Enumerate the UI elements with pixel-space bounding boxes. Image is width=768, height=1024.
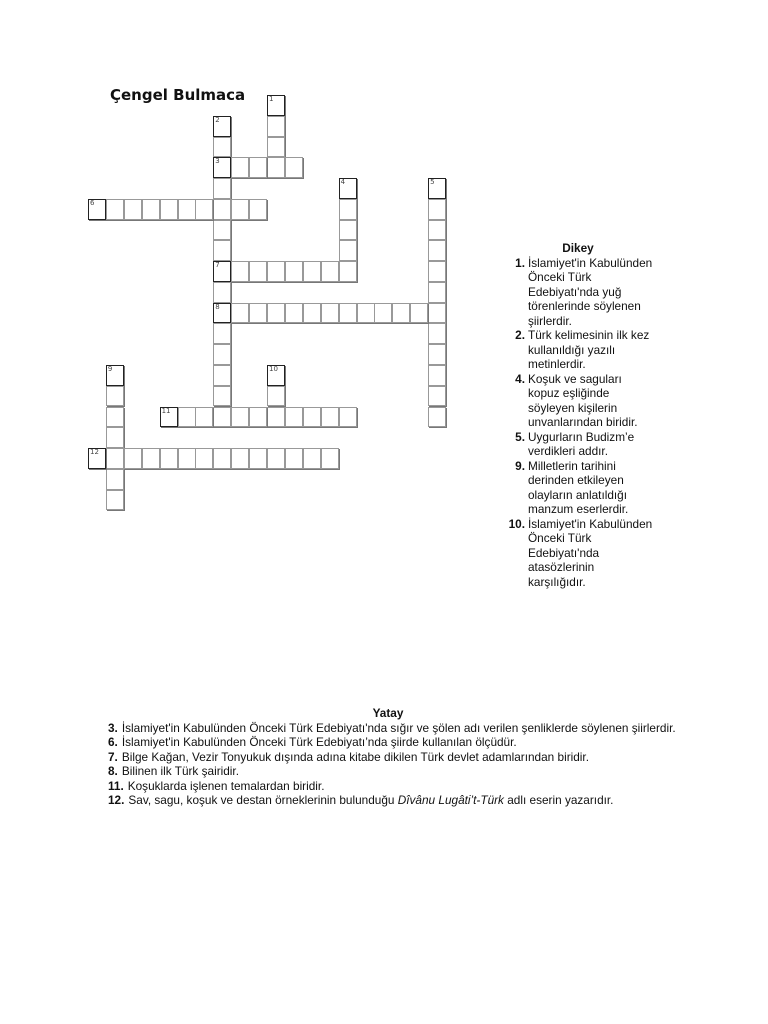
grid-cell[interactable] [213,365,231,386]
grid-cell[interactable] [195,407,213,428]
grid-cell[interactable] [231,407,249,428]
grid-cell[interactable] [213,344,231,365]
cell-number: 9 [107,364,113,373]
grid-cell[interactable] [231,448,249,469]
clue-number: 8. [108,764,118,778]
grid-cell[interactable] [249,448,267,469]
grid-cell[interactable] [339,220,357,241]
grid-cell[interactable] [249,261,267,282]
grid-cell[interactable] [124,199,142,220]
grid-cell[interactable] [285,303,303,324]
grid-cell[interactable] [106,469,124,490]
grid-cell-start[interactable] [213,157,231,178]
clue-text: İslamiyet'in Kabulünden Önceki Türk Edebiyatı'nda yuğ törenlerinde söylenen şiirlerdir. [528,255,653,328]
clue-number: 4. [515,371,525,386]
grid-cell[interactable] [303,261,321,282]
down-clue [503,256,653,329]
clue-number: 10. [508,516,525,531]
clue-text: İslamiyet'in Kabulünden Önceki Türk Edebiyatı'nda atasözlerinin karşılığıdır. [528,516,653,589]
grid-cell[interactable] [285,407,303,428]
grid-cell-start[interactable] [88,448,106,469]
grid-cell[interactable] [428,199,446,220]
clue-text: Koşuk ve saguları kopuz eşliğinde söyleyen kişilerin unvanlarından biridir. [528,371,638,429]
clue-text: Bilinen ilk Türk şairidir. [121,764,239,778]
grid-cell[interactable] [339,407,357,428]
grid-cell[interactable] [106,386,124,407]
grid-cell[interactable] [428,344,446,365]
grid-cell[interactable] [321,407,339,428]
grid-cell[interactable] [428,220,446,241]
down-clue-list [503,256,653,590]
cell-number: 2 [215,115,220,124]
grid-cell[interactable] [428,240,446,261]
grid-cell[interactable] [267,386,285,407]
grid-cell-start[interactable] [213,261,231,282]
grid-cell[interactable] [428,303,446,324]
grid-cell[interactable] [428,282,446,303]
grid-cell-start[interactable] [106,365,124,386]
clue-text: Uygurların Budizm’e verdikleri addır. [528,429,635,458]
cell-number: 3 [215,157,220,166]
grid-cell[interactable] [160,448,178,469]
grid-cell[interactable] [428,323,446,344]
grid-cell[interactable] [285,448,303,469]
grid-cell[interactable] [106,427,124,448]
grid-cell[interactable] [428,386,446,407]
cell-number: 8 [215,302,220,311]
grid-cell-start[interactable] [267,365,285,386]
grid-cell[interactable] [321,448,339,469]
clue-text [128,793,688,808]
grid-cell[interactable] [195,199,213,220]
grid-cell[interactable] [106,490,124,511]
clue-number: 12. [108,793,125,807]
across-heading: Yatay [372,706,404,720]
grid-cell[interactable] [213,178,231,199]
down-clues [503,241,653,589]
cell-number: 1 [269,95,274,103]
across-clue [108,721,688,736]
grid-cell[interactable] [339,199,357,220]
cell-number: 4 [340,178,346,187]
grid-cell[interactable] [357,303,375,324]
grid-cell[interactable] [213,448,231,469]
grid-cell[interactable] [267,261,285,282]
grid-cell[interactable] [249,157,267,178]
across-clue [108,735,688,750]
clue-text: Bilge Kağan, Vezir Tonyukuk dışında adına kitabe dikilen Türk devlet adamlarından biridir. [121,749,589,764]
grid-cell[interactable] [195,448,213,469]
grid-cell[interactable] [267,448,285,469]
grid-cell[interactable] [303,448,321,469]
clue-text: Milletlerin tarihini derinden etkileyen olayların anlatıldığı manzum eserlerdir. [528,458,629,516]
grid-cell[interactable] [213,137,231,158]
across-clue [108,779,688,794]
clue-number: 9. [515,458,525,473]
grid-cell[interactable] [178,407,196,428]
down-clue [503,459,653,517]
grid-cell[interactable] [339,240,357,261]
grid-cell[interactable] [213,282,231,303]
across-clue [108,764,688,779]
grid-cell-start[interactable] [88,199,106,220]
grid-cell-start[interactable] [339,178,357,199]
grid-cell-start[interactable] [428,178,446,199]
clue-text: İslamiyet'in Kabulünden Önceki Türk Edebiyatı’nda şiirde kullanılan ölçüdür. [121,735,517,749]
down-clue [503,372,653,430]
grid-cell[interactable] [106,199,124,220]
down-clue [503,517,653,590]
down-heading: Dikey [562,241,594,255]
grid-cell[interactable] [428,407,446,428]
cell-number: 5 [430,178,435,187]
clue-text: Koşuklarda işlenen temalardan biridir. [127,778,325,793]
clue-number: 7. [108,749,118,764]
grid-cell[interactable] [231,303,249,324]
clue-text-part: Sav, sagu, koşuk ve destan örneklerinin bulunduğu [128,793,395,807]
cell-number: 7 [215,261,220,270]
grid-cell[interactable] [249,199,267,220]
cell-number: 11 [161,406,171,415]
grid-cell-start[interactable] [160,407,178,428]
grid-cell[interactable] [321,303,339,324]
across-clue-list [108,721,688,808]
grid-cell[interactable] [428,365,446,386]
grid-cell[interactable] [321,261,339,282]
grid-cell[interactable] [249,303,267,324]
grid-cell[interactable] [392,303,410,324]
grid-cell[interactable] [160,199,178,220]
grid-cell[interactable] [178,448,196,469]
clue-text-part: adlı eserin yazarıdır. [507,793,614,807]
grid-cell-start[interactable] [213,116,231,137]
grid-cell[interactable] [231,157,249,178]
grid-cell[interactable] [410,303,428,324]
grid-cell[interactable] [267,157,285,178]
grid-cell[interactable] [231,199,249,220]
grid-cell[interactable] [213,220,231,241]
puzzle-title: Çengel Bulmaca [110,86,246,104]
grid-cell[interactable] [267,407,285,428]
across-clues [108,706,688,808]
grid-cell[interactable] [178,199,196,220]
grid-cell[interactable] [142,448,160,469]
grid-cell-start[interactable] [267,95,285,116]
grid-cell[interactable] [231,261,249,282]
cell-number: 10 [269,364,278,373]
clue-number: 6. [108,735,118,749]
across-clue [108,793,688,808]
grid-cell[interactable] [213,386,231,407]
grid-cell[interactable] [428,261,446,282]
grid-cell[interactable] [106,448,124,469]
grid-cell[interactable] [213,199,231,220]
grid-cell[interactable] [213,240,231,261]
clue-number: 1. [515,255,525,270]
grid-cell[interactable] [213,323,231,344]
grid-cell[interactable] [285,261,303,282]
clue-number: 5. [515,429,525,444]
clue-text: Türk kelimesinin ilk kez kullanıldığı yazılı metinlerdir. [528,328,650,371]
grid-cell[interactable] [285,157,303,178]
grid-cell[interactable] [303,407,321,428]
clue-number: 3. [108,720,118,735]
grid-cell[interactable] [213,407,231,428]
cell-number: 6 [90,198,95,207]
grid-cell[interactable] [267,303,285,324]
book-title: Dîvânu Lugâti’t-Türk [397,793,504,807]
grid-cell[interactable] [339,261,357,282]
grid-cell[interactable] [374,303,392,324]
clue-number: 11. [108,778,124,793]
grid-cell[interactable] [142,199,160,220]
grid-cell[interactable] [267,116,285,137]
grid-cell[interactable] [339,303,357,324]
grid-cell[interactable] [124,448,142,469]
down-clue [503,328,653,372]
grid-cell-start[interactable] [213,303,231,324]
grid-cell[interactable] [249,407,267,428]
cell-number: 12 [90,448,99,456]
grid-cell[interactable] [106,407,124,428]
down-clue [503,430,653,459]
clue-number: 2. [515,328,525,342]
across-clue [108,750,688,765]
grid-cell[interactable] [267,137,285,158]
clue-text: İslamiyet'in Kabulünden Önceki Türk Edebiyatı'nda sığır ve şölen adı verilen şenliklerde söylenen şiirlerdir. [121,720,676,735]
grid-cell[interactable] [303,303,321,324]
